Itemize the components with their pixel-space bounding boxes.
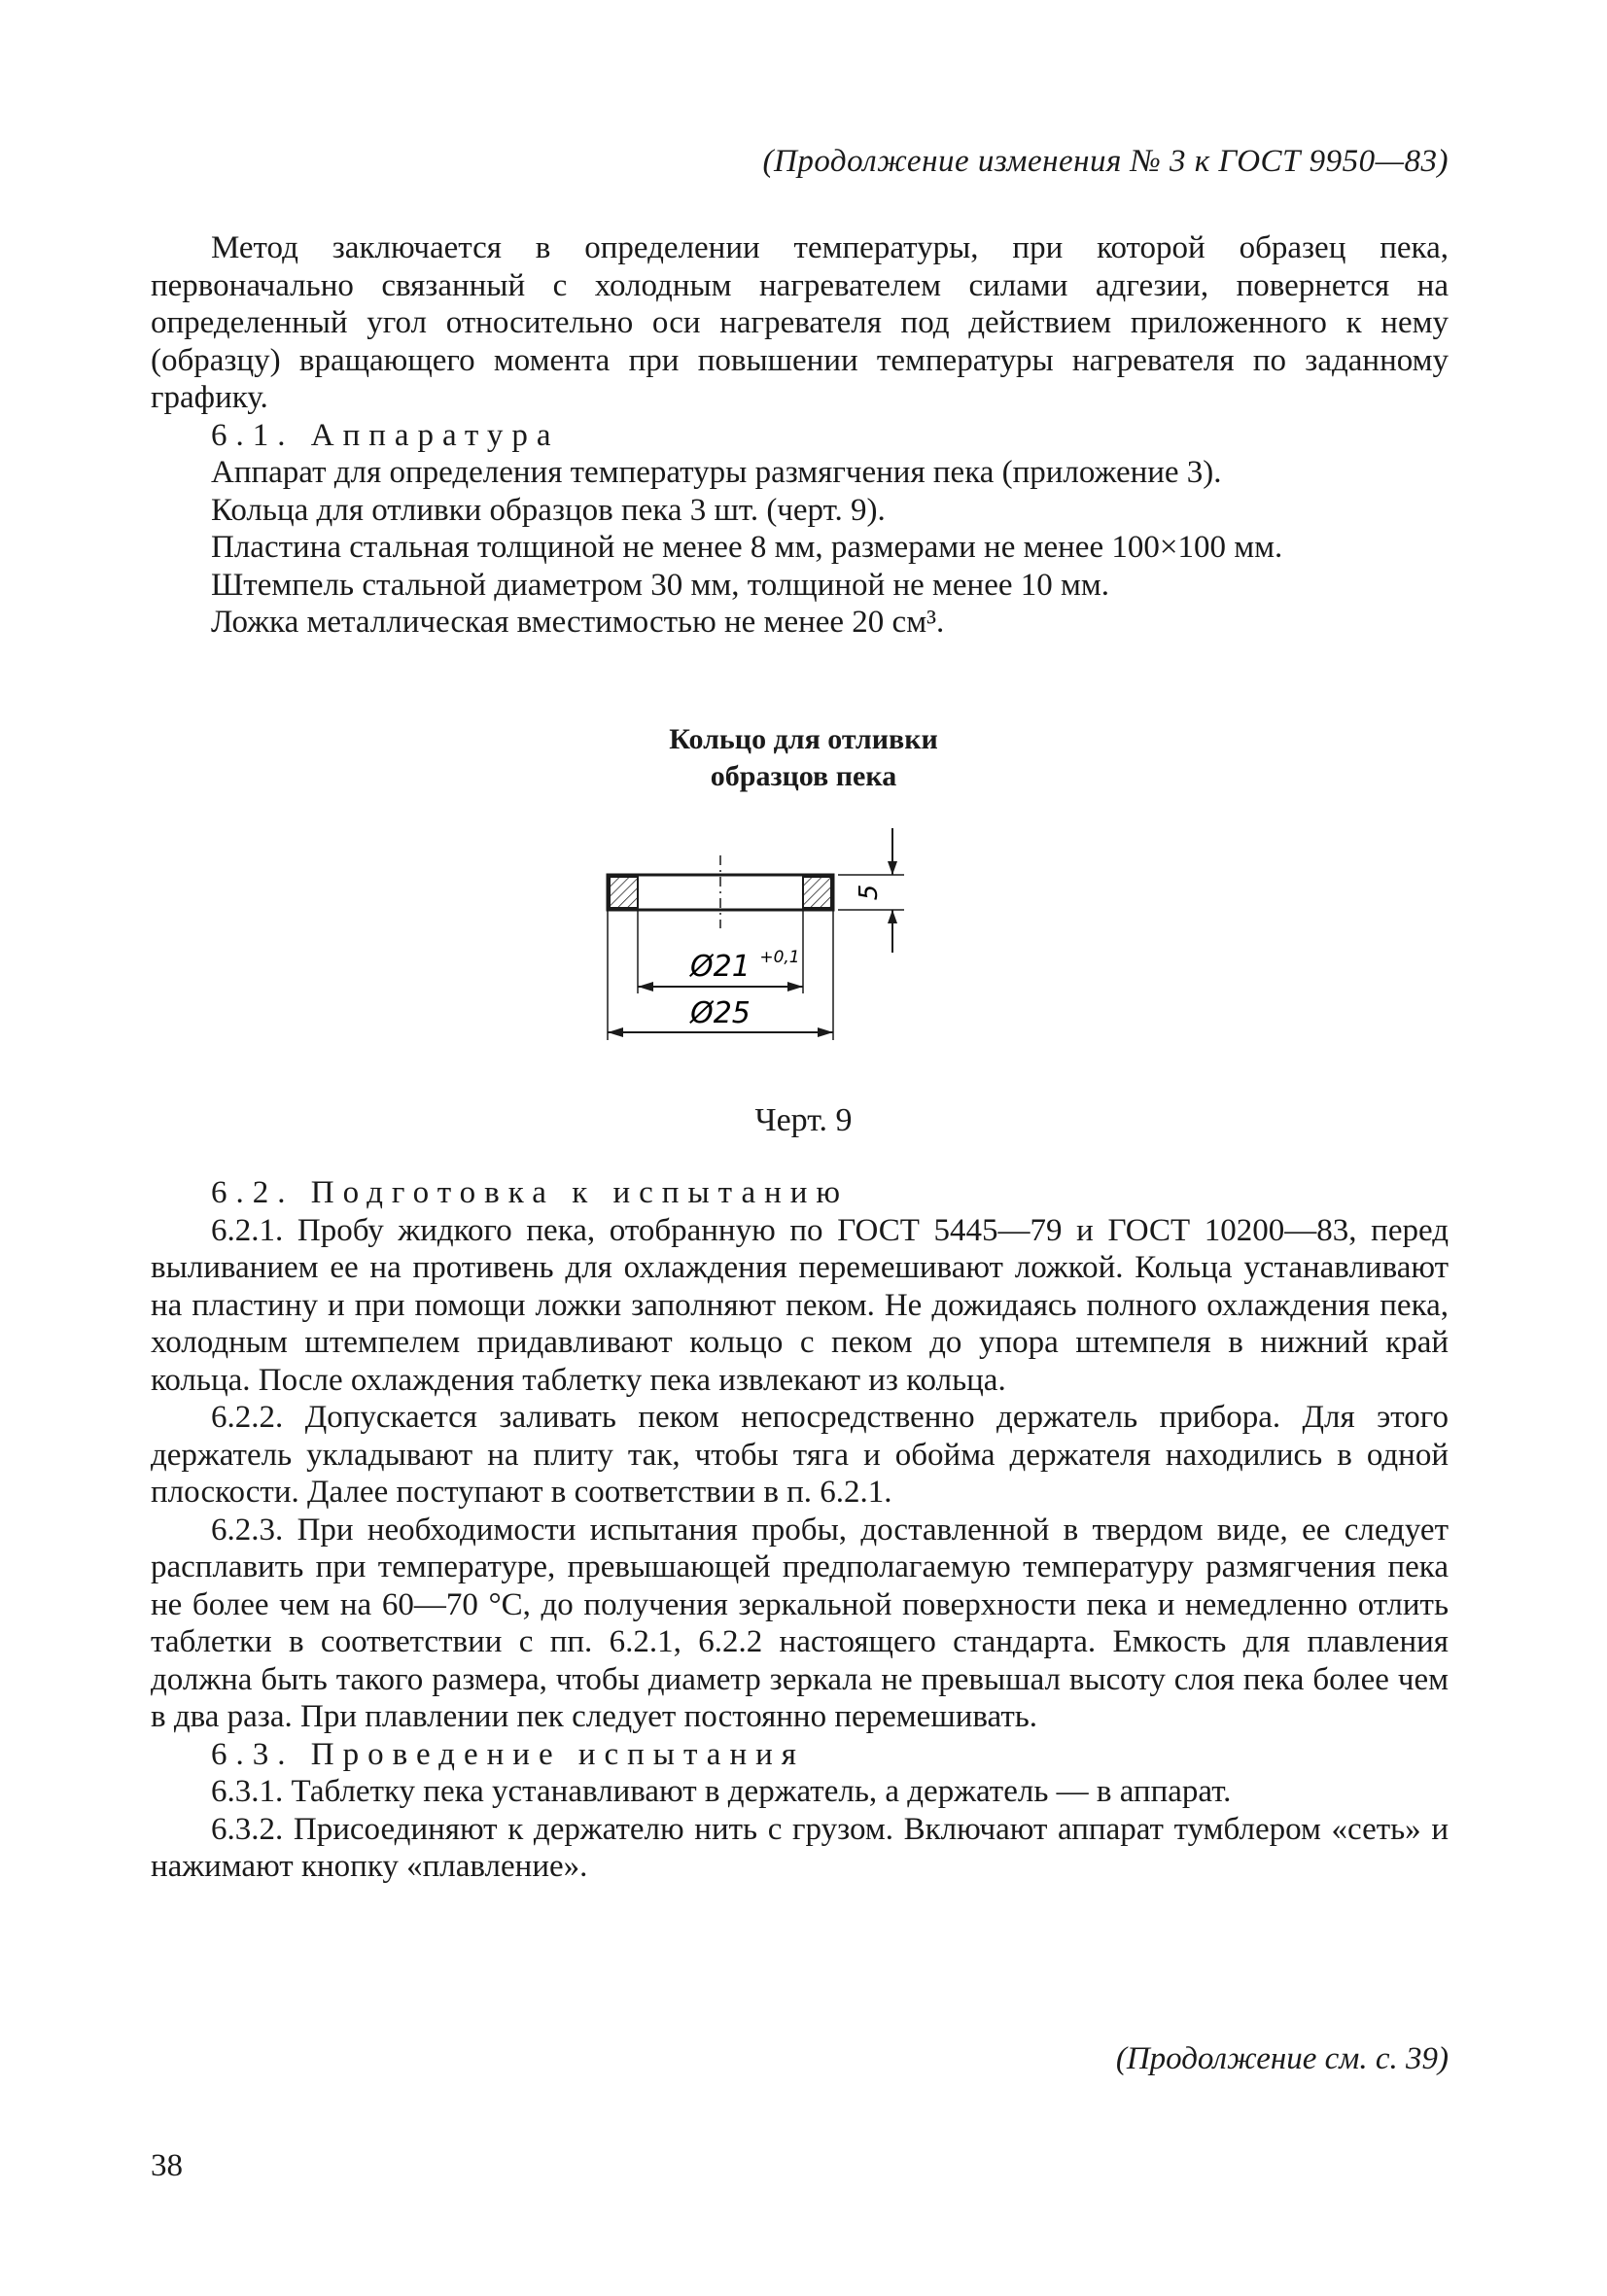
paragraph-6-2-3: 6.2.3. При необходимости испытания пробы, доставленной в твердом виде, ее следует расплавить при температуре, превышающей предполагаемую температуру размягчения пека не более чем на 60—70 °С, до получения зеркальной поверхности пека и немедленно отлить таблетки в соответствии с пп. 6.2.1, 6.2.2 настоящего стандарта. Емкость для плавления должна быть такого размера, чтобы диаметр зеркала не превышал высоту слоя пека более чем в два раза. При плавлении пек следует постоянно перемешивать. (151, 1512, 1449, 1734)
text-block-intro (151, 229, 1449, 642)
section-6-2-title: 6.2. Подготовка к испытанию (211, 1175, 850, 1210)
figure-caption: Черт. 9 (754, 1102, 853, 1138)
paragraph-6-2-2: 6.2.2. Допускается заливать пеком непосредственно держатель прибора. Для этого держатель укладывают на плиту так, чтобы тяга и обойма держателя находились в одной плоскости. Далее поступают в соответствии в п. 6.2.1. (151, 1400, 1449, 1510)
apparatus-item: Ложка металлическая вместимостью не менее 20 см³. (211, 605, 945, 640)
apparatus-item: Аппарат для определения температуры размягчения пека (приложение 3). (211, 455, 1222, 490)
dim-height-label: 5 (855, 884, 884, 901)
page-number: 38 (151, 2148, 183, 2183)
apparatus-item: Пластина стальная толщиной не менее 8 мм, размерами не менее 100×100 мм. (211, 530, 1283, 565)
figure-title (0, 721, 1607, 795)
figure-title-line: образцов пека (710, 760, 897, 792)
ring-wall-left (610, 877, 638, 908)
figure-title-line: Кольцо для отливки (669, 723, 938, 755)
dim-outer-diameter-label: Ø25 (690, 996, 751, 1030)
apparatus-item: Штемпель стальной диаметром 30 мм, толщиной не менее 10 мм. (211, 567, 1109, 603)
intro-paragraph: Метод заключается в определении температуры, при которой образец пека, первоначально связанный с холодным нагревателем силами адгезии, повернется на определенный угол относительно оси нагревателя под действием приложенного к нему (образцу) вращающего момента при повышении температуры нагревателя по заданному графику. (151, 230, 1449, 415)
text-block-sections (151, 1174, 1449, 1886)
continuation-header: (Продолжение изменения № 3 к ГОСТ 9950—83) (762, 144, 1449, 179)
dim-inner-diameter-label (688, 948, 800, 984)
paragraph-6-2-1: 6.2.1. Пробу жидкого пека, отобранную по ГОСТ 5445—79 и ГОСТ 10200—83, перед выливанием ее на противень для охлаждения перемешивают ложкой. Кольца устанавливают на пластину и при помощи ложки заполняют пеком. Не дожидаясь полного охлаждения пека, холодным штемпелем придавливают кольцо с пеком до упора штемпеля в нижний край кольца. После охлаждения таблетку пека извлекают из кольца. (151, 1212, 1449, 1398)
ring-drawing (583, 817, 924, 1060)
ring-wall-right (803, 877, 831, 908)
dim-inner-tolerance: +0,1 (759, 948, 800, 967)
apparatus-item: Кольца для отливки образцов пека 3 шт. (черт. 9). (211, 492, 886, 528)
paragraph-6-3-1: 6.3.1. Таблетку пека устанавливают в держатель, а держатель — в аппарат. (211, 1774, 1232, 1809)
dim-inner-value: Ø21 (690, 950, 751, 984)
paragraph-6-3-2: 6.3.2. Присоединяют к держателю нить с грузом. Включают аппарат тумблером «сеть» и нажимают кнопку «плавление». (151, 1811, 1449, 1884)
section-6-3-title: 6.3. Проведение испытания (211, 1736, 805, 1772)
continuation-footer: (Продолжение см. с. 39) (1115, 2041, 1449, 2076)
section-6-1-title: 6.1. Аппаратура (211, 417, 560, 453)
